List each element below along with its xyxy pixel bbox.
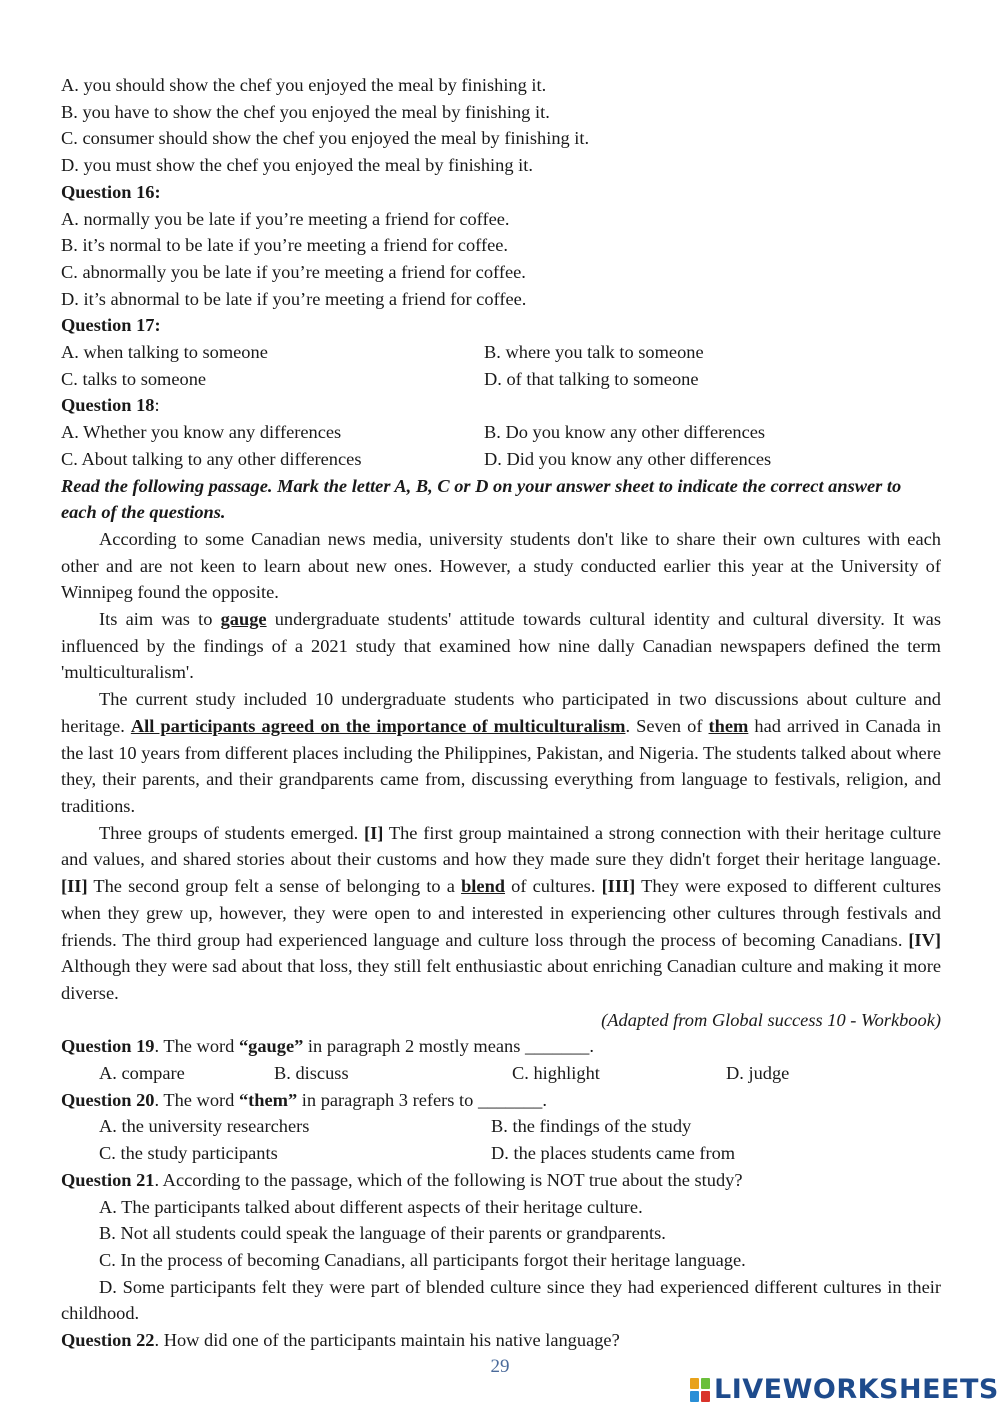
p3-text-b: . Seven of	[625, 715, 709, 736]
q16-option-b: B. it’s normal to be late if you’re meeting a friend for coffee.	[61, 235, 509, 256]
q20-stem-a: . The word	[154, 1089, 239, 1110]
q16-option-c: C. abnormally you be late if you’re meeting a friend for coffee.	[61, 261, 526, 282]
q17-option-d: D. of that talking to someone	[484, 368, 699, 389]
q15-option-a: A. you should show the chef you enjoyed the meal by finishing it.	[61, 75, 547, 95]
passage-paragraph-4	[61, 820, 941, 1007]
q18-row-2	[61, 446, 941, 473]
q22-stem-text: . How did one of the participants maintain his native language?	[154, 1330, 620, 1351]
q19-label: Question 19	[61, 1036, 155, 1057]
q17-option-c: C. talks to someone	[61, 368, 207, 389]
logo-square-4	[701, 1391, 710, 1402]
q20-word: “them”	[238, 1089, 298, 1110]
p2-text-b: undergraduate students' attitude towards cultural identity and cultural diversity. It was influenced by the findings of a 2021 study that examined how nine dally Canadian newspapers defined the term 'multiculturalism'.	[61, 609, 941, 683]
p4-text-b: The first group maintained a strong connection with their heritage culture and values, and shared stories about their customs and how they made sure they didn't forget their heritage language.	[61, 822, 941, 870]
marker-4: [IV]	[908, 929, 941, 950]
logo-square-1	[690, 1378, 699, 1389]
p4-text-a: Three groups of students emerged.	[99, 822, 365, 843]
q15-option-b: B. you have to show the chef you enjoyed the meal by finishing it.	[61, 101, 550, 122]
liveworksheets-logo[interactable]	[690, 1374, 999, 1405]
q20-row-2	[61, 1140, 941, 1167]
q18-colon: :	[154, 395, 160, 416]
q15-option-c: C. consumer should show the chef you enjoyed the meal by finishing it.	[61, 128, 590, 149]
q19-option-c: C. highlight	[512, 1063, 600, 1084]
q18-heading	[61, 392, 941, 419]
page-number: 29	[490, 1356, 510, 1377]
q20-option-a: A. the university researchers	[99, 1116, 310, 1137]
q21-stem	[61, 1167, 941, 1194]
word-blend: blend	[461, 876, 506, 897]
q18-option-c: C. About talking to any other differences	[61, 448, 362, 469]
q22-stem	[61, 1327, 941, 1354]
q17-row-1	[61, 339, 941, 366]
q20-option-b: B. the findings of the study	[491, 1116, 692, 1137]
q19-word: “gauge”	[238, 1036, 304, 1057]
p3-text-c: had arrived in Canada in the last 10 years from different places including the Philippines, Pakistan, and Nigeria. The students talked about where they, their parents, and their grandparents came from, discussing everything from language to festivals, religion, and traditions.	[61, 715, 941, 816]
marker-2: [II]	[61, 876, 88, 897]
marker-3: [III]	[601, 876, 636, 897]
q19-option-d: D. judge	[726, 1063, 790, 1084]
q21-option-a: A. The participants talked about different aspects of their heritage culture.	[99, 1196, 643, 1217]
p4-text-e: They were exposed to different cultures when they grew up, however, they were open to and interested in experiencing other cultures through festivals and friends. The third group had experienced language and culture loss through the process of becoming Canadians.	[61, 876, 942, 950]
word-them: them	[708, 715, 749, 736]
q22-label: Question 22	[61, 1330, 155, 1351]
p4-text-f: Although they were sad about that loss, they still felt enthusiastic about enriching Canadian culture and making it more diverse.	[61, 956, 941, 1003]
passage-paragraph-1: According to some Canadian news media, university students don't like to share their own cultures with each other and are not keen to learn about new ones. However, a study conducted earlier this year at the University of Winnipeg found the opposite.	[61, 528, 941, 603]
logo-square-2	[701, 1378, 710, 1389]
q16-label: Question 16:	[61, 181, 161, 202]
q15-option-d: D. you must show the chef you enjoyed the meal by finishing it.	[61, 155, 533, 176]
q21-option-d: D. Some participants felt they were part of blended culture since they had experienced different cultures in their childhood.	[61, 1276, 941, 1324]
passage-instruction: Read the following passage. Mark the letter A, B, C or D on your answer sheet to indicate the correct answer to each of the questions.	[61, 475, 902, 523]
passage-paragraph-2	[61, 606, 941, 686]
p2-text-a: Its aim was to	[99, 609, 221, 630]
highlighted-sentence: All participants agreed on the importance of multiculturalism	[130, 715, 626, 736]
q17-label: Question 17:	[61, 315, 161, 336]
q18-row-1	[61, 419, 941, 446]
q20-stem-b: in paragraph 3 refers to _______.	[297, 1089, 547, 1110]
q18-option-a: A. Whether you know any differences	[61, 422, 342, 443]
q17-option-b: B. where you talk to someone	[484, 342, 704, 363]
passage-paragraph-3	[61, 686, 941, 820]
worksheet-page	[61, 72, 941, 1354]
p3-text-a: The current study included 10 undergraduate students who participated in two discussions about culture and heritage.	[61, 689, 941, 736]
word-gauge: gauge	[220, 609, 267, 630]
q19-stem	[61, 1033, 941, 1060]
q20-stem	[61, 1087, 941, 1114]
q20-option-d: D. the places students came from	[491, 1143, 736, 1164]
q16-option-d: D. it’s abnormal to be late if you’re meeting a friend for coffee.	[61, 288, 527, 309]
q19-option-b: B. discuss	[274, 1063, 349, 1084]
logo-square-3	[690, 1391, 699, 1402]
marker-1: [I]	[364, 822, 384, 843]
q20-option-c: C. the study participants	[99, 1143, 278, 1164]
q19-options	[61, 1060, 941, 1087]
q21-option-c: C. In the process of becoming Canadians, all participants forgot their heritage language.	[99, 1249, 746, 1270]
q21-label: Question 21	[61, 1169, 155, 1190]
p4-text-d: of cultures.	[505, 876, 602, 897]
q19-option-a: A. compare	[99, 1063, 185, 1084]
q17-option-a: A. when talking to someone	[61, 342, 268, 363]
q20-row-1	[61, 1113, 941, 1140]
q16-option-a: A. normally you be late if you’re meeting a friend for coffee.	[61, 208, 510, 229]
q21-stem-text: . According to the passage, which of the following is NOT true about the study?	[154, 1169, 743, 1190]
q19-stem-b: in paragraph 2 mostly means _______.	[303, 1036, 594, 1057]
liveworksheets-logo-icon	[690, 1378, 710, 1402]
q17-row-2	[61, 366, 941, 393]
liveworksheets-brand-text: LIVEWORKSHEETS	[714, 1374, 999, 1405]
p4-text-c: The second group felt a sense of belonging to a	[87, 876, 462, 897]
q19-stem-a: . The word	[154, 1036, 239, 1057]
passage-source: (Adapted from Global success 10 - Workbook)	[601, 1009, 941, 1030]
q18-option-b: B. Do you know any other differences	[484, 422, 766, 443]
q18-option-d: D. Did you know any other differences	[484, 448, 772, 469]
q21-option-b: B. Not all students could speak the language of their parents or grandparents.	[99, 1223, 666, 1244]
q18-label: Question 18	[61, 395, 155, 416]
q20-label: Question 20	[61, 1089, 155, 1110]
